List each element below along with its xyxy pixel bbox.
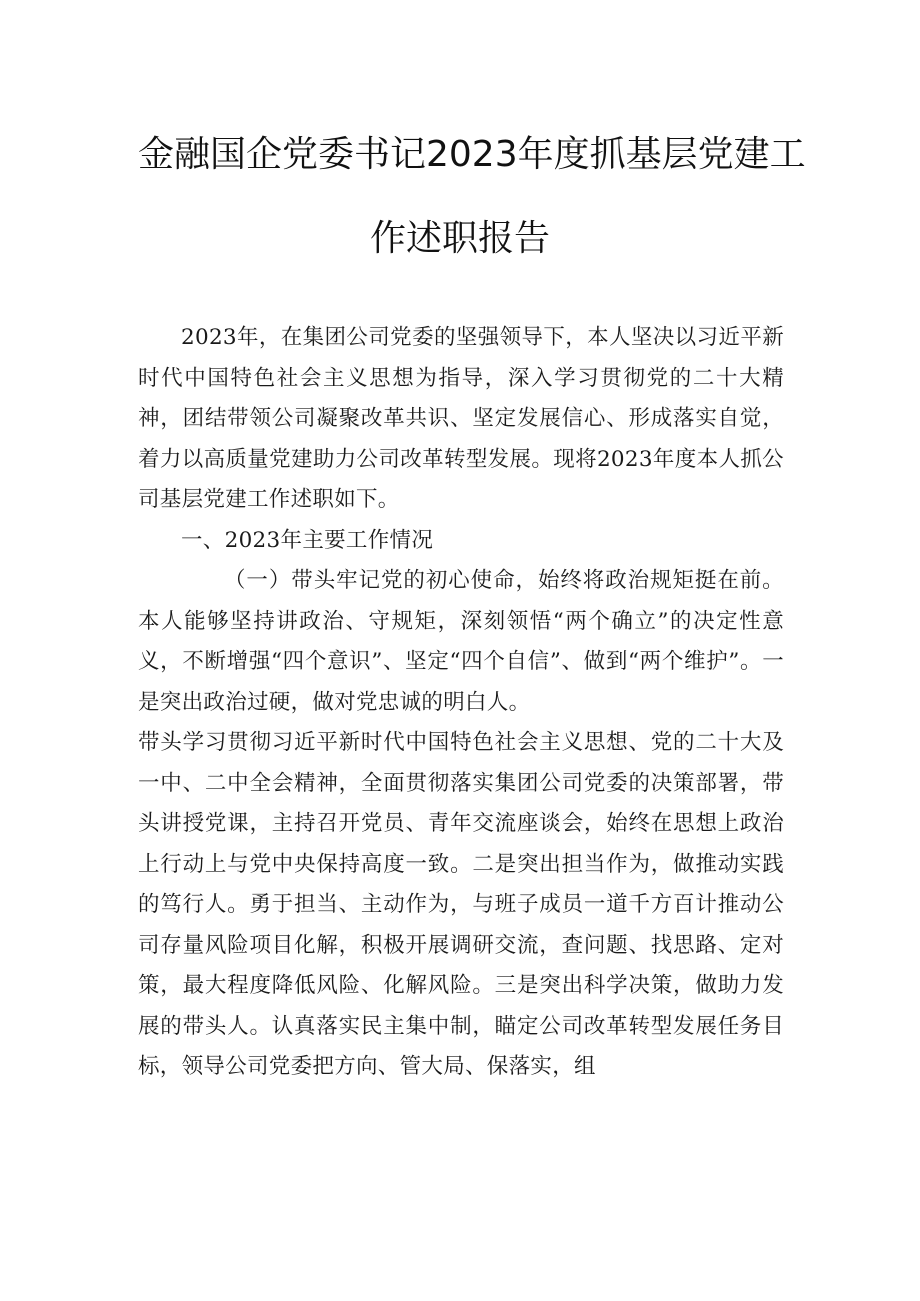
document-title-line-2: 作述职报告 [369,218,550,259]
paragraph-intro: 2023年，在集团公司党委的坚强领导下，本人坚决以习近平新时代中国特色社会主义思想为指导，深入学习贯彻党的二十大精神，团结带领公司凝聚改革共识、坚定发展信心、形成落实自觉，着力以高质量党建助力公司改革转型发展。现将2023年度本人抓公司基层党建工作述职如下。 [138,325,784,512]
paragraph-subsection-1: （一）带头牢记党的初心使命，始终将政治规矩挺在前。本人能够坚持讲政治、守规矩，深刻领悟“两个确立”的决定性意义，不断增强“四个意识”、坚定“四个自信”、做到“两个维护”。一是突出政治过硬，做对党忠诚的明白人。 [138,568,784,715]
paragraph-continuation: 带头学习贯彻习近平新时代中国特色社会主义思想、党的二十大及一中、二中全会精神，全面贯彻落实集团公司党委的决策部署，带头讲授党课，主持召开党员、青年交流座谈会，始终在思想上政治上行动上与党中央保持高度一致。二是突出担当作为，做推动实践的笃行人。勇于担当、主动作为，与班子成员一道千方百计推动公司存量风险项目化解，积极开展调研交流，查问题、找思路、定对策，最大程度降低风险、化解风险。三是突出科学决策，做助力发展的带头人。认真落实民主集中制，瞄定公司改革转型发展任务目标，领导公司党委把方向、管大局、保落实，组 [138,730,784,1079]
document-title-line-1: 金融国企党委书记2023年度抓基层党建工 [138,134,806,175]
document-body [138,318,784,1088]
section-heading-1: 一、2023年主要工作情况 [181,527,434,553]
